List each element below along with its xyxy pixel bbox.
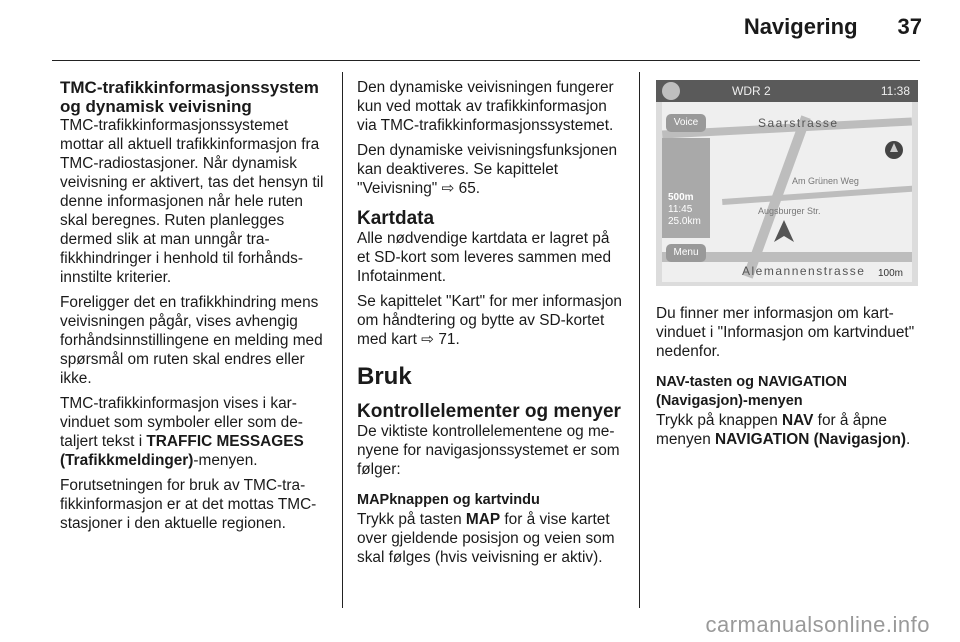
key-reference: NAV — [782, 412, 814, 429]
section-heading-kontroll: Kontrollelementer og menyer — [357, 401, 621, 422]
navigation-screen-image — [656, 80, 918, 286]
key-reference: MAP — [465, 511, 501, 528]
section-heading-tmc: TMC-trafikkinformasjonssystem og dynamisk veivisning — [60, 78, 319, 116]
chapter-heading-bruk: Bruk — [357, 363, 412, 390]
paragraph: Se kapittelet "Kart" for mer informasjon om håndtering og bytte av SD-kortet med kart ⇨ 71. — [357, 293, 622, 348]
paragraph: De viktiste kontrollelementene og menyene for navigasjonssystemet er som følger: — [357, 423, 620, 478]
street-label: Alemannenstrasse — [742, 264, 866, 278]
vehicle-position-icon — [774, 220, 794, 242]
chapter-title: Navigering — [743, 14, 858, 39]
paragraph: Forutsetningen for bruk av TMC-trafikkinformasjon er at det mottas TMC-stasjoner i den aktuelle regionen. — [60, 477, 317, 532]
subheading-map: MAPknappen og kartvindu — [357, 492, 540, 508]
road — [722, 185, 912, 205]
radio-station: WDR 2 — [732, 84, 771, 98]
header-rule — [52, 60, 920, 61]
compass-icon — [884, 140, 904, 160]
guidance-panel — [662, 138, 710, 238]
subheading-nav: NAV-tasten og NAVIGATION (Navigasjon)-menyen — [656, 374, 847, 409]
remaining-distance: 25.0km — [668, 216, 701, 227]
paragraph: Alle nødvendige kartdata er lagret på et SD-kort som leveres sammen med Infotainment. — [357, 230, 612, 285]
column-1 — [60, 78, 328, 539]
paragraph: TMC-trafikkinformasjon vises i karvinduet som symboler eller som detaljert tekst i TRAFFIC MESSAGES (Trafikkmeldinger)-menyen. — [60, 395, 304, 469]
column-divider-1 — [342, 72, 343, 608]
page-number: 37 — [897, 14, 922, 39]
street-label: Saarstrasse — [758, 116, 839, 130]
home-icon — [662, 82, 680, 100]
next-turn-distance: 500m — [668, 192, 694, 203]
paragraph: Den dynamiske veivisningen fungerer kun ved mottak av trafikkinformasjon via TMC-trafikkinformasjonssystemet. — [357, 79, 614, 134]
menu-reference: TRAFFIC MESSAGES (Trafikkmeldinger) — [60, 433, 304, 469]
street-label: Am Grünen Weg — [792, 176, 859, 186]
eta: 11:45 — [668, 204, 693, 215]
clock: 11:38 — [880, 84, 910, 98]
menu-reference: NAVIGATION (Navigasjon) — [715, 431, 906, 448]
column-3 — [656, 304, 924, 455]
section-heading-kartdata: Kartdata — [357, 208, 435, 229]
paragraph: Trykk på knappen NAV for å åpne menyen NAVIGATION (Navigasjon). — [656, 412, 911, 448]
screen-top-bar — [656, 80, 918, 102]
column-2 — [357, 78, 625, 573]
column-divider-2 — [639, 72, 640, 608]
voice-button[interactable]: Voice — [666, 114, 706, 132]
paragraph: Du finner mer informasjon om kartvinduet i "Informasjon om kartvinduet" nedenfor. — [656, 305, 915, 360]
paragraph: Foreligger det en trafikkhindring mens veivisningen pågår, vises avhengig forhåndsinnstillingene en melding med spørsmål om ruten skal endres eller ikke. — [60, 294, 323, 387]
street-label: Augsburger Str. — [758, 206, 821, 216]
paragraph: Den dynamiske veivisningsfunksjonen kan deaktiveres. Se kapittelet "Veivisning" ⇨ 65. — [357, 142, 618, 197]
paragraph: TMC-trafikkinformasjonssystemet mottar all aktuell trafikkinformasjon fra TMC-radiostasjoner. Når dynamisk veivisning er aktivert, tas det hensyn til denne informasjonen når hele ruten skal beregnes. Ruten planlegges dermed slik at man unngår trafikkhindringer i henhold til forhåndsinnstilte kriterier. — [60, 117, 324, 286]
scale-label: 100m — [878, 268, 904, 279]
menu-button[interactable]: Menu — [666, 244, 706, 262]
watermark: carmanualsonline.info — [705, 612, 930, 637]
map-area — [662, 102, 912, 282]
page-header — [744, 14, 922, 40]
paragraph: Trykk på tasten MAP for å vise kartet over gjeldende posisjon og veien som skal følges (hvis veivisning er aktiv). — [357, 511, 615, 566]
